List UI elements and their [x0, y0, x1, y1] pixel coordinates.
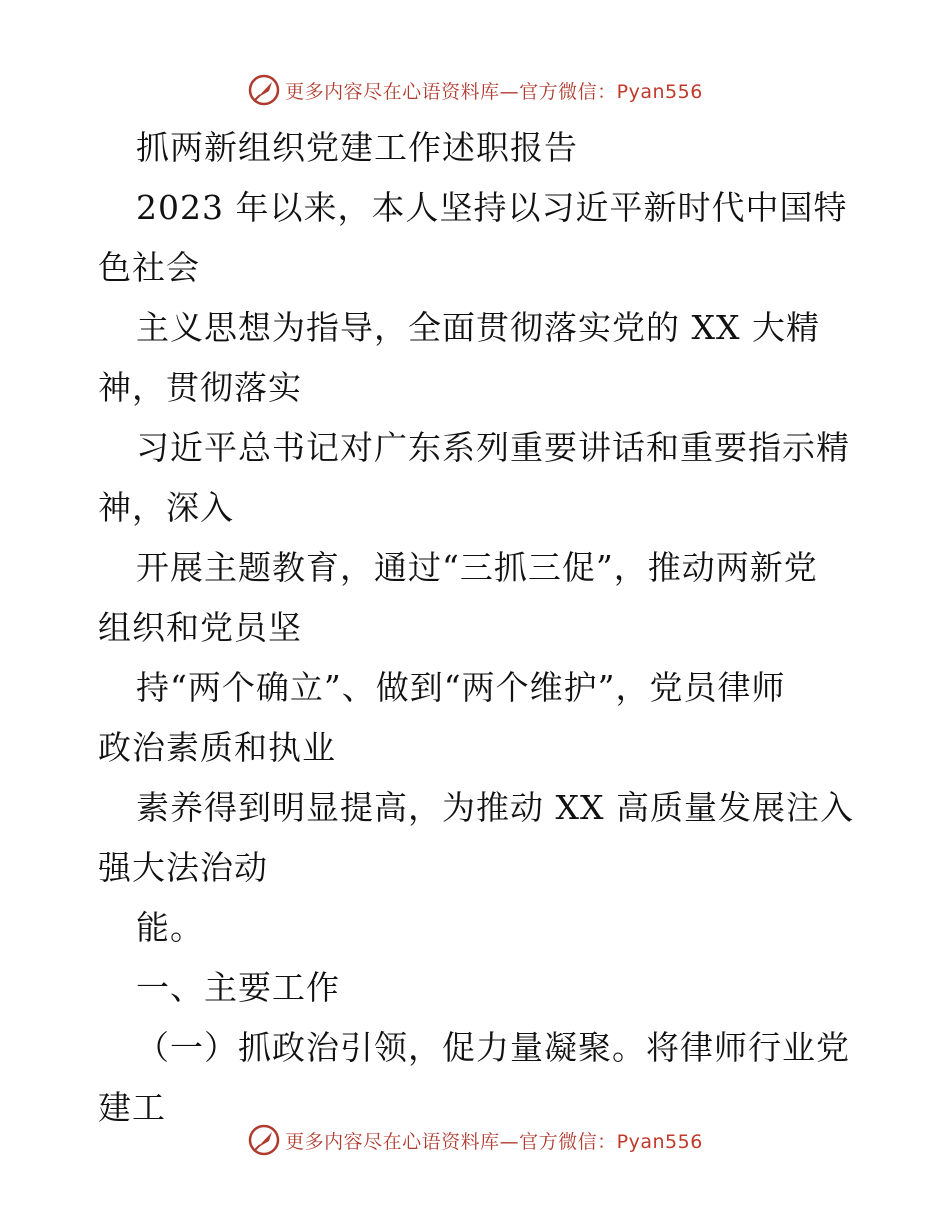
- paragraph-line: 持“两个确立”、做到“两个维护”，党员律师: [136, 668, 786, 707]
- paragraph-line: 建工: [98, 1088, 166, 1127]
- paragraph-line: 素养得到明显提高，为推动 XX 高质量发展注入: [136, 788, 854, 827]
- footer-banner-label: 更多内容尽在心语资料库—官方微信：: [285, 1130, 617, 1153]
- footer-banner-text: [285, 1127, 703, 1154]
- paragraph-line: 色社会: [98, 248, 200, 287]
- header-banner: [0, 68, 950, 112]
- footer-banner: [0, 1118, 950, 1162]
- paragraph-line: 神，贯彻落实: [98, 368, 302, 407]
- header-banner-text: [285, 77, 703, 104]
- paragraph-line: 主义思想为指导，全面贯彻落实党的 XX 大精: [136, 308, 820, 347]
- header-wechat-id: Pyan556: [616, 80, 703, 103]
- paragraph-line: 强大法治动: [98, 848, 268, 887]
- document-body: [98, 118, 858, 1138]
- footer-wechat-id: Pyan556: [616, 1130, 703, 1153]
- document-title: 抓两新组织党建工作述职报告: [136, 128, 578, 167]
- paragraph-line: 2023 年以来，本人坚持以习近平新时代中国特: [136, 188, 848, 227]
- paragraph-line: 组织和党员坚: [98, 608, 302, 647]
- paragraph-line: 习近平总书记对广东系列重要讲话和重要指示精: [136, 428, 850, 467]
- paragraph-line: 能。: [136, 908, 204, 947]
- subsection-heading: （一）抓政治引领，促力量凝聚。将律师行业党: [136, 1028, 850, 1067]
- quill-pen-logo-icon: [247, 73, 281, 107]
- quill-pen-logo-icon: [247, 1123, 281, 1157]
- header-banner-label: 更多内容尽在心语资料库—官方微信：: [285, 80, 617, 103]
- paragraph-line: 神，深入: [98, 488, 234, 527]
- paragraph-line: 开展主题教育，通过“三抓三促”，推动两新党: [136, 548, 818, 587]
- paragraph-line: 政治素质和执业: [98, 728, 336, 767]
- section-heading: 一、主要工作: [136, 968, 340, 1007]
